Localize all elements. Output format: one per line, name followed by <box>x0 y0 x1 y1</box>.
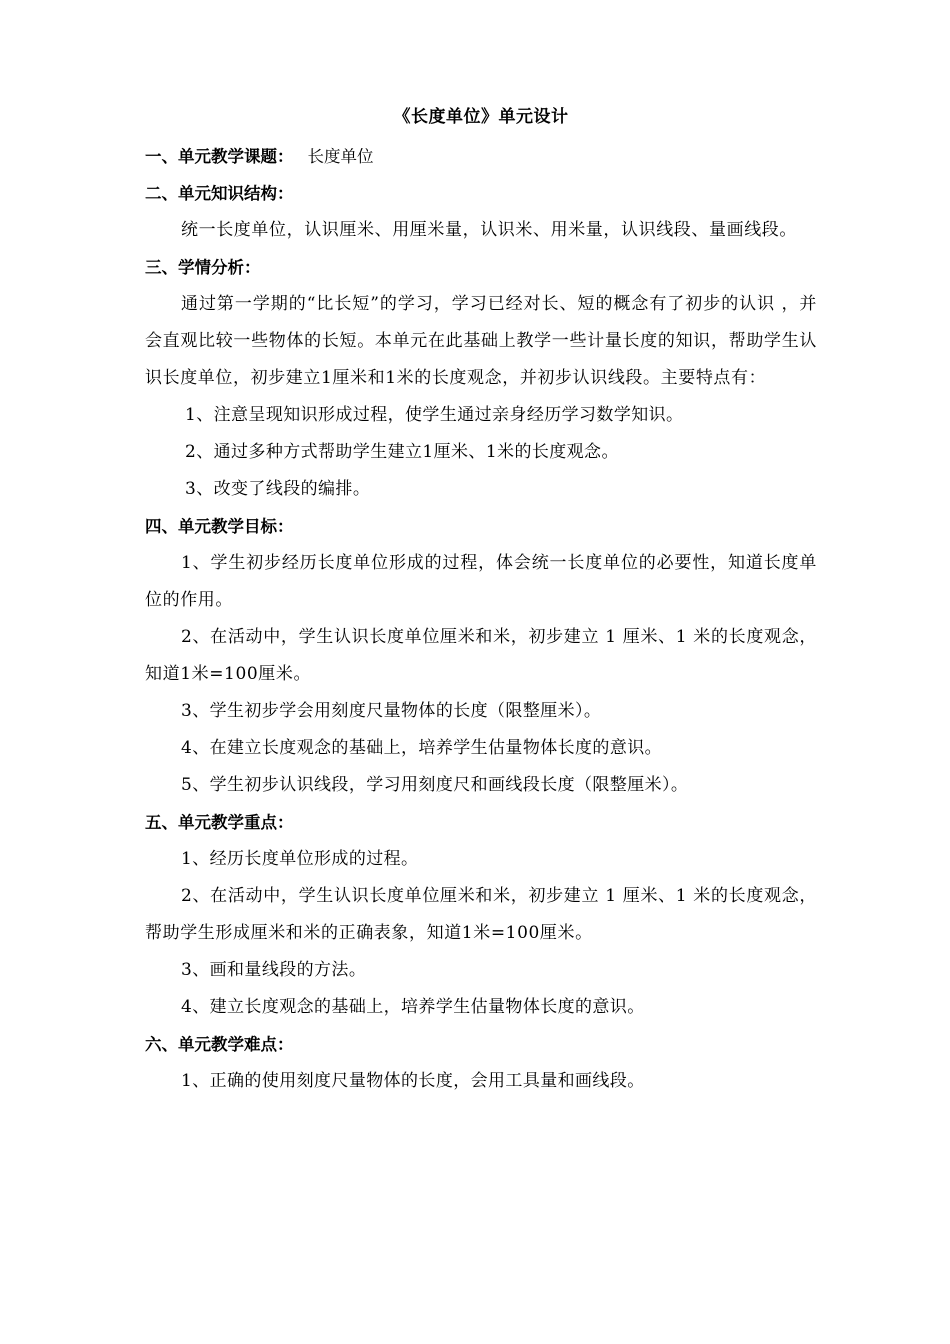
section-2-text: 统一长度单位，认识厘米、用厘米量，认识米、用米量，认识线段、量画线段。 <box>181 220 797 240</box>
section-3-item: 2、通过多种方式帮助学生建立1厘米、1米的长度观念。 <box>185 442 619 462</box>
section-4-item: 3、学生初步学会用刻度尺量物体的长度（限整厘米）。 <box>181 701 602 721</box>
section-4-heading: 四、单元教学目标： <box>145 517 294 536</box>
section-1-heading-text: 一、单元教学课题： <box>145 147 294 166</box>
section-3-text: 通过第一学期的“比长短”的学习，学习已经对长、短的概念有了初步的认识 ，并会直观比较一些物体的长短。本单元在此基础上教学一些计量长度的知识，帮助学生认识长度单位，初步建立1厘米和1米的长度观念，并初步认识线段。主要特点有： <box>145 294 817 388</box>
section-3-item: 3、改变了线段的编排。 <box>185 479 371 499</box>
section-1-heading <box>145 138 817 175</box>
section-3-heading: 三、学情分析： <box>145 258 261 277</box>
section-5-item: 2、在活动中，学生认识长度单位厘米和米，初步建立 1 厘米、1 米的长度观念，帮助学生形成厘米和米的正确表象，知道1米=100厘米。 <box>145 886 817 943</box>
section-4-item: 1、学生初步经历长度单位形成的过程，体会统一长度单位的必要性，知道长度单位的作用。 <box>145 553 817 610</box>
section-6-item: 1、正确的使用刻度尺量物体的长度，会用工具量和画线段。 <box>181 1071 645 1091</box>
section-5-item: 1、经历长度单位形成的过程。 <box>181 849 419 869</box>
section-4-item: 2、在活动中，学生认识长度单位厘米和米，初步建立 1 厘米、1 米的长度观念，知道1米=100厘米。 <box>145 627 817 684</box>
section-5-item: 3、画和量线段的方法。 <box>181 960 367 980</box>
section-5-item: 4、建立长度观念的基础上，培养学生估量物体长度的意识。 <box>181 997 645 1017</box>
section-6-heading: 六、单元教学难点： <box>145 1035 294 1054</box>
section-4-item: 4、在建立长度观念的基础上，培养学生估量物体长度的意识。 <box>181 738 663 758</box>
document-page <box>145 100 817 1100</box>
section-5-heading: 五、单元教学重点： <box>145 813 294 832</box>
section-2-heading: 二、单元知识结构： <box>145 184 294 203</box>
section-3-item: 1、注意呈现知识形成过程，使学生通过亲身经历学习数学知识。 <box>185 405 684 425</box>
section-1-value: 长度单位 <box>307 147 374 166</box>
document-title: 《长度单位》单元设计 <box>393 107 569 127</box>
section-4-item: 5、学生初步认识线段，学习用刻度尺和画线段长度（限整厘米）。 <box>181 775 689 795</box>
